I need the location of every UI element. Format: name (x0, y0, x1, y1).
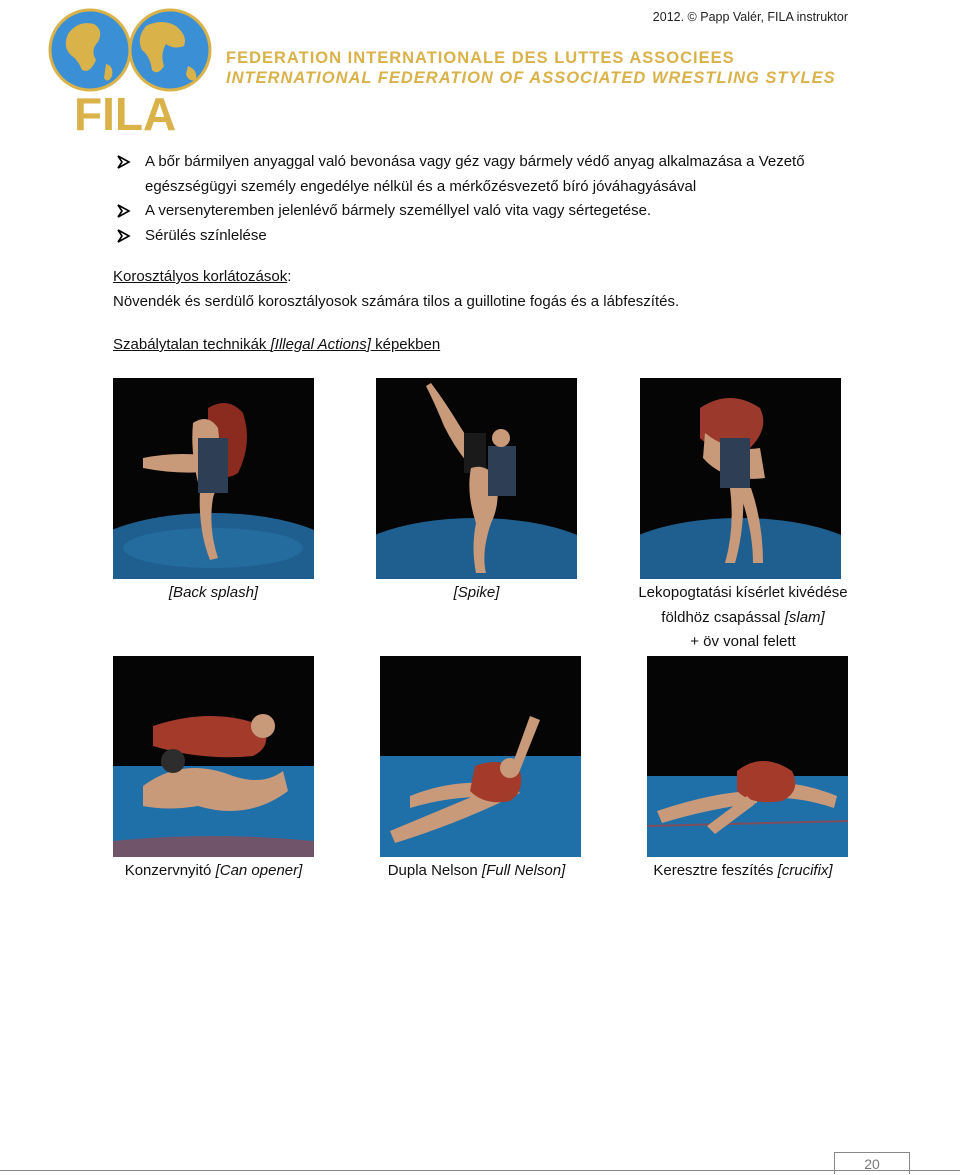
photo-crucifix (647, 656, 848, 857)
bullet-text: Sérülés színlelése (145, 226, 267, 244)
caption-full-nelson (366, 859, 587, 884)
page-number: 20 (834, 1152, 910, 1174)
org-name-french: FEDERATION INTERNATIONALE DES LUTTES ASSOCIEES (226, 49, 735, 67)
photo-can-opener (113, 656, 314, 857)
age-heading-colon: : (287, 268, 292, 285)
logo-text: FILA (74, 88, 177, 134)
fila-logo (48, 4, 218, 134)
caption-back-splash (113, 581, 314, 606)
footer-rule (0, 1170, 960, 1171)
caption-italic: [Can opener] (215, 862, 303, 879)
bullet-item (113, 199, 853, 224)
arrow-bullet-icon (115, 199, 133, 223)
caption-can-opener (103, 859, 324, 884)
caption-italic: [slam] (784, 608, 825, 626)
bullet-text: A versenyteremben jelenlévő bármely személlyel való vita vagy sértegetése. (145, 202, 652, 219)
copyright-header: 2012. © Papp Valér, FILA instruktor (652, 10, 848, 24)
age-heading-text: Korosztályos korlátozások (113, 268, 288, 285)
caption-spike (376, 581, 577, 606)
caption-line-3: + öv vonal felett (690, 633, 796, 650)
caption-slam (618, 581, 868, 655)
illegal-heading-c: képekben (370, 336, 441, 353)
illegal-actions-heading (113, 336, 440, 353)
caption-italic: [Full Nelson] (481, 862, 566, 879)
age-restriction-text: Növendék és serdülő korosztályosok számára tilos a guillotine fogás és a lábfeszítés. (113, 293, 680, 310)
bullet-text: A bőr bármilyen anyaggal való bevonása vagy géz vagy bármely védő anyag alkalmazása a Vezető egészségügyi személy engedélye nélkül és a mérkőzésvezető bíró jóváhagyásával (145, 153, 805, 195)
photo-slam (640, 378, 841, 579)
illegal-heading-a: Szabálytalan technikák (113, 336, 271, 353)
bullet-list (113, 150, 853, 248)
caption-italic: [Back splash] (168, 584, 259, 601)
illegal-heading-b: [Illegal Actions] (270, 336, 371, 353)
caption-italic: [crucifix] (777, 862, 833, 879)
caption-plain: földhöz csapással (661, 608, 785, 626)
age-restriction-heading (113, 268, 291, 285)
org-name-english: INTERNATIONAL FEDERATION OF ASSOCIATED WRESTLING STYLES (226, 69, 836, 87)
arrow-bullet-icon (115, 224, 133, 248)
caption-crucifix (628, 859, 858, 884)
caption-line-1: Lekopogtatási kísérlet kivédése (638, 584, 848, 601)
photo-back-splash (113, 378, 314, 579)
caption-plain: Dupla Nelson (387, 862, 482, 879)
arrow-bullet-icon (115, 150, 133, 174)
caption-line-2 (618, 606, 868, 631)
caption-italic: [Spike] (453, 584, 500, 601)
caption-plain: Keresztre feszítés (653, 862, 778, 879)
photo-spike (376, 378, 577, 579)
bullet-item (113, 224, 853, 249)
photo-full-nelson (380, 656, 581, 857)
bullet-item (113, 150, 853, 199)
caption-plain: Konzervnyitó (124, 862, 216, 879)
